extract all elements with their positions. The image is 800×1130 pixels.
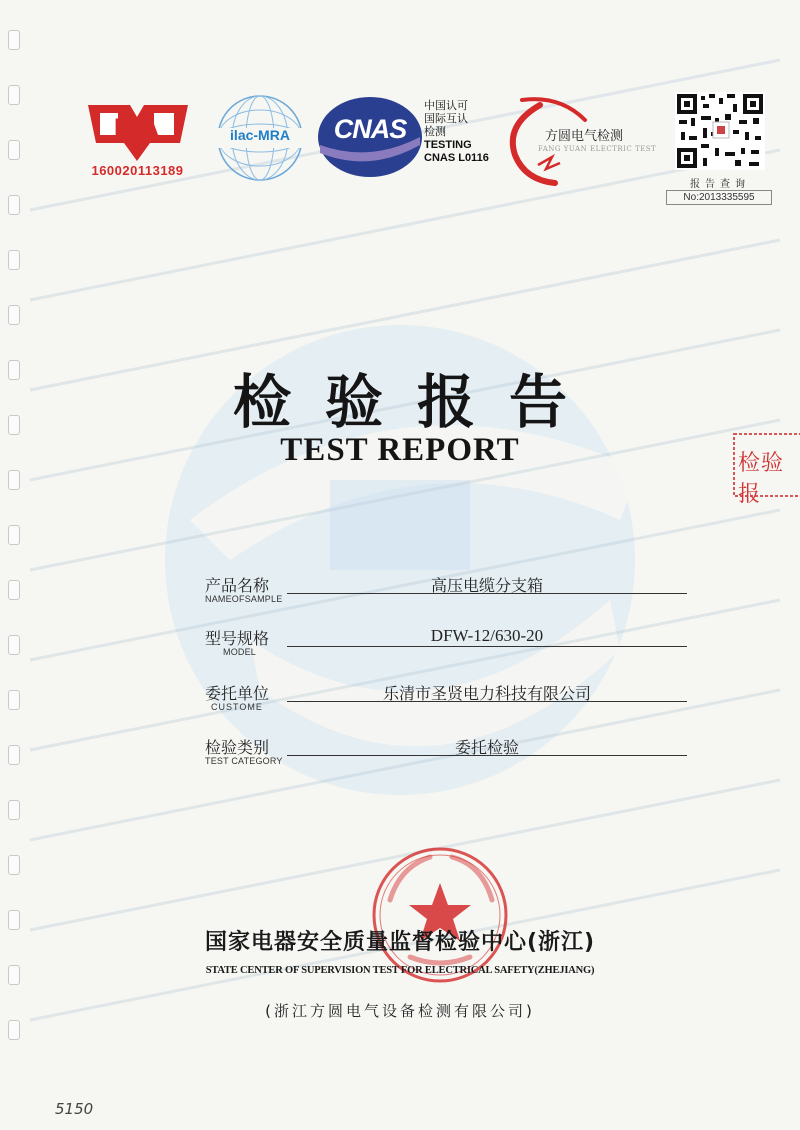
field-customer <box>205 681 695 727</box>
official-seal <box>370 845 510 985</box>
field-model <box>205 626 695 672</box>
organization-company: (浙江方圆电气设备检测有限公司) <box>265 1002 535 1020</box>
field-sample-name <box>205 573 695 619</box>
field-label-en: MODEL <box>223 647 257 657</box>
organization-name-en: STATE CENTER OF SUPERVISION TEST FOR ELECTRICAL SAFETY(ZHEJIANG) <box>205 965 595 976</box>
qr-caption: 报告查询 <box>690 179 750 190</box>
field-label-cn: 型号规格 <box>205 629 270 648</box>
field-value: 高压电缆分支箱 <box>430 576 543 595</box>
svg-text:MA: MA <box>113 113 161 146</box>
cnas-label: CNAS <box>333 114 407 144</box>
side-stamp-text: 检验报 <box>738 451 785 507</box>
field-value: 乐清市圣贤电力科技有限公司 <box>382 684 591 703</box>
cnas-accreditation-text: 中国认可 国际互认 检测 TESTING CNAS L0116 <box>424 100 489 164</box>
report-title-cn: 检验报告 <box>232 368 601 436</box>
field-label-en: CUSTOME <box>211 702 263 712</box>
field-label-cn: 产品名称 <box>205 576 270 595</box>
handwritten-note: 5150 <box>55 1100 94 1118</box>
field-label-cn: 委托单位 <box>205 684 270 703</box>
field-value: DFW-12/630-20 <box>430 626 544 645</box>
fangyuan-cn-name: 方圆电气检测 <box>545 129 624 144</box>
fangyuan-en-name: FANG YUAN ELECTRIC TEST <box>538 145 657 153</box>
field-label-en: NAMEOFSAMPLE <box>205 594 283 604</box>
cma-number: 160020113189 <box>91 163 184 178</box>
organization-name-cn: 国家电器安全质量监督检验中心(浙江) <box>204 930 596 955</box>
field-test-category <box>205 735 695 781</box>
field-label-en: TEST CATEGORY <box>205 756 283 766</box>
report-title-en: TEST REPORT <box>280 432 520 468</box>
field-label-cn: 检验类别 <box>205 738 270 757</box>
ilac-label: ilac-MRA <box>230 127 290 143</box>
qr-code[interactable] <box>675 92 765 170</box>
field-value: 委托检验 <box>454 738 519 757</box>
report-query-number: No:2013335595 <box>666 190 772 205</box>
